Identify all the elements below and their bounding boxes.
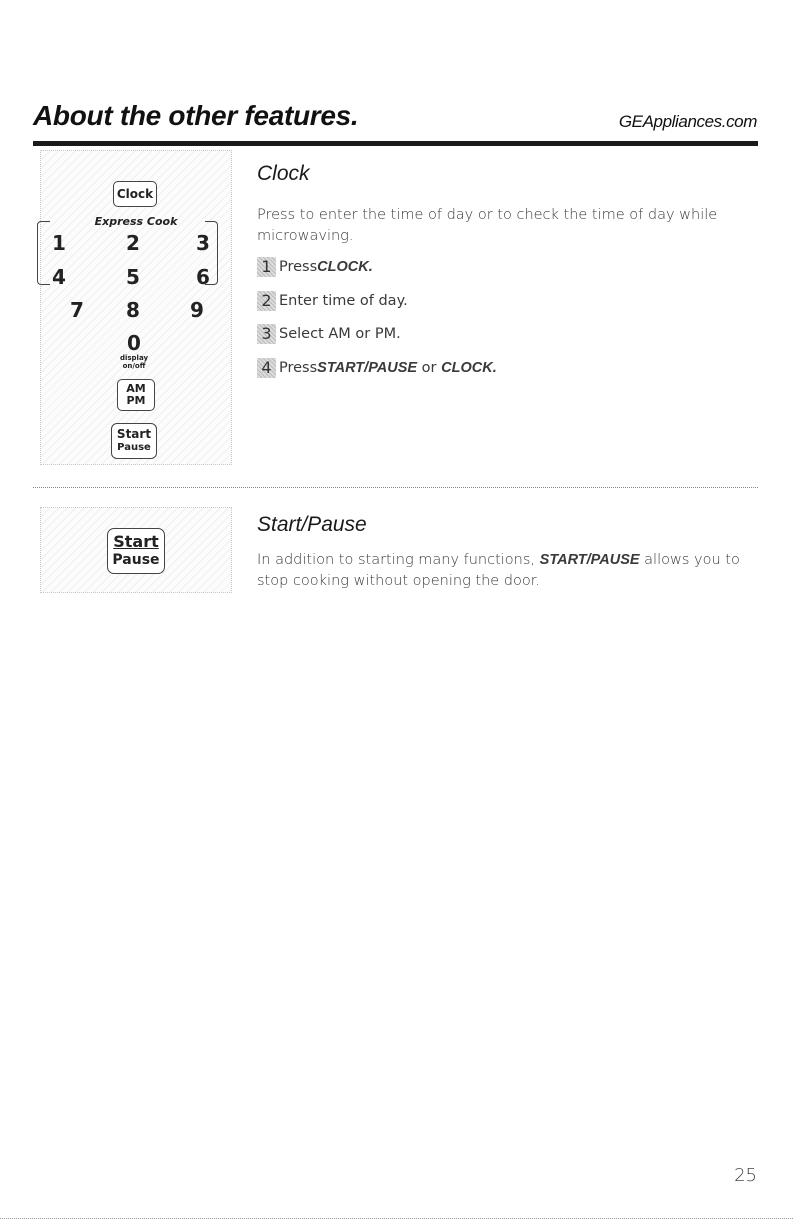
start-pause-illustration	[40, 507, 232, 593]
step-number: 4	[257, 358, 276, 378]
keypad-illustration	[40, 150, 232, 465]
pause-label: Pause	[117, 442, 151, 453]
digit-2-key: 2	[126, 231, 140, 255]
page-number: 25	[734, 1165, 757, 1186]
step-number: 2	[257, 291, 276, 311]
digit-9-key: 9	[190, 298, 204, 322]
start-label: Start	[116, 427, 152, 441]
pause-label: Pause	[112, 552, 160, 568]
display-label-line2: on/off	[122, 362, 146, 370]
page-title: About the other features.	[33, 100, 359, 131]
digit-6-key: 6	[196, 265, 210, 289]
step-emphasis: CLOCK.	[317, 259, 373, 275]
digit-3-key: 3	[196, 231, 210, 255]
step-text: Press	[279, 259, 318, 275]
start-pause-heading: Start/Pause	[257, 513, 367, 536]
start-pause-key	[111, 423, 157, 459]
express-cook-label: Express Cook	[94, 215, 178, 228]
step-text: Enter time of day.	[279, 293, 408, 309]
step-text: Press	[279, 360, 318, 376]
digit-1-key: 1	[52, 231, 66, 255]
clock-intro: Press to enter the time of day or to check the time of day while microwaving.	[257, 207, 718, 244]
step-text-mid: or	[417, 360, 442, 376]
step-emphasis-2: CLOCK.	[441, 360, 497, 376]
bottom-rule	[0, 1218, 793, 1219]
digit-7-key: 7	[70, 298, 84, 322]
section-divider	[33, 487, 758, 488]
display-label-line1: display	[119, 354, 149, 362]
clock-heading: Clock	[257, 162, 310, 185]
clock-step-1	[257, 256, 373, 278]
pm-label: PM	[126, 394, 146, 407]
title-rule	[33, 141, 758, 146]
step-number: 3	[257, 324, 276, 344]
start-pause-key-large	[107, 528, 165, 574]
start-pause-text-pre: In addition to starting many functions,	[257, 552, 540, 568]
clock-step-3	[257, 323, 401, 345]
am-label: AM	[126, 382, 146, 395]
digit-8-key: 8	[126, 298, 140, 322]
start-pause-emphasis: START/PAUSE	[539, 552, 640, 568]
digit-5-key: 5	[126, 265, 140, 289]
step-number: 1	[257, 257, 276, 277]
am-pm-key	[117, 379, 155, 411]
digit-4-key: 4	[52, 265, 66, 289]
start-pause-text-post: allows you to stop cooking without opening the door.	[257, 552, 740, 589]
site-url: GEAppliances.com	[618, 112, 757, 131]
clock-key	[113, 181, 157, 207]
step-text: Select AM or PM.	[279, 326, 401, 342]
start-pause-description	[257, 550, 757, 592]
clock-key-label: Clock	[116, 187, 154, 201]
digit-0-key: 0	[127, 331, 141, 355]
clock-step-2	[257, 290, 408, 312]
step-emphasis: START/PAUSE	[317, 360, 418, 376]
clock-step-4	[257, 357, 497, 379]
start-label: Start	[113, 532, 159, 551]
